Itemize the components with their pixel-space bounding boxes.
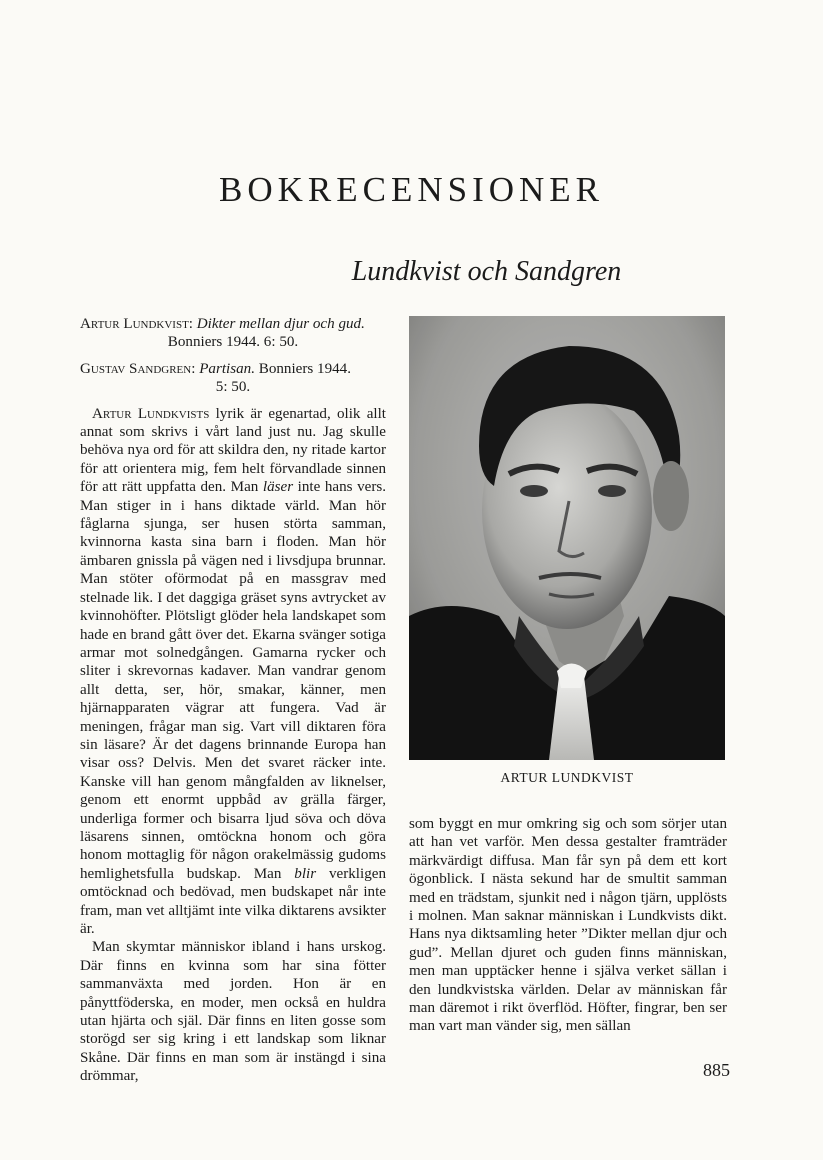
reference-publisher-price: Bonniers 1944. 6: 50.	[167, 334, 299, 351]
paragraph-text: verkligen omtöcknad och bedövad, men budskapet når inte fram, man vet alltjämt inte vilka diktarens avsikter är.	[80, 865, 386, 937]
emphasis-text: blir	[294, 865, 317, 882]
photo-caption: ARTUR LUNDKVIST	[500, 770, 634, 785]
paragraph-text: inte hans vers. Man stiger in i hans diktade värld. Man hör fåglarna sjunga, ser husen störta samman, kvinnorna kasta sina barn i floden. Man hör ämbaren gnissla på vägen ned i livsdjupa brunnar. Man stöter oförmodat på en massgrav med stelnade lik. I det daggiga gräset syns avtrycket av kvinnohöfter. Plötsligt glöder hela landskapet som hade en brand gått över det. Ekarna svänger sotiga armar mot solnedgången. Gamarna rycker och sliter i skrevornas kadaver. Man vandrar genom allt detta, ser, hör, smakar, känner, men hjärnapparaten vägrar att fungera. Vad är meningen, frågar man sig. Vart vill diktaren föra sin läsare? Är det dagens brinnande Europa han visar oss? Delvis. Men det svaret räcker inte. Kanske vill han genom mångfalden av liknelser, genom ett enormt uppbåd av grälla färger, underliga former och bisarra ljud söva och döva läsarens sinnen, omtöckna honom och göra honom mottaglig för någon orakelmässig gudoms hemlighetsfulla budskap. Man	[80, 479, 386, 882]
review-paragraph-2: Man skymtar människor ibland i hans urskog. Där finns en kvinna som har sina fötter sammanväxta med jorden. Hon är en pånyttföderska, en moder, men också en huldra utan hjärta och själ. Där finns en liten gosse som storögd ser sig kring i ett landskap som liknar Skåne. Där finns en man som är instängd i sina drömmar,	[80, 939, 386, 1085]
portrait-illustration	[409, 316, 725, 760]
page-number: 885	[703, 1060, 730, 1080]
reference-author: Gustav Sandgren:	[80, 360, 196, 377]
reference-title: Partisan.	[199, 360, 255, 377]
author-portrait-photo	[409, 316, 725, 760]
book-reference-lundkvist	[80, 315, 386, 352]
review-paragraph-continued: som byggt en mur omkring sig och som sörjer utan att han vet varför. Men dessa gestalter framträder märkvärdigt diffusa. Man får syn på dem ett kort ögonblick. I nästa sekund har de smultit samman med en trädstam, sjunkit ned i någon tjärn, upplösts i molnen. Man saknar människan i Lundkvists dikt. Hans nya diktsamling heter ”Dikter mellan djur och gud”. Mellan djuret och guden finns människan, men man upptäcker henne i själva verket sällan i den lundkvistska världen. Delar av människan får man däremot i rikt överflöd. Höfter, fingrar, ben ser man vart man vänder sig, men sällan	[409, 816, 727, 1035]
reference-rest: Bonniers 1944.	[254, 360, 351, 377]
left-column	[80, 315, 386, 1086]
emphasis-text: läser	[262, 479, 294, 496]
section-title: BOKRECENSIONER	[218, 170, 605, 209]
review-paragraph-1	[80, 405, 386, 939]
paragraph-lead: Artur Lundkvists	[92, 405, 210, 422]
reference-publisher-price: 5: 50.	[215, 379, 251, 396]
reference-title: Dikter mellan djur och gud.	[196, 316, 365, 332]
paragraph-text: lyrik är egenartad, olik allt annat som skrivs i vårt land just nu. Jag skulle behöva nya ord för att skildra den, ny ritade kartor för att orientera mig, fem helt förvandlade sinnen för att rätt uppfatta den. Man	[80, 405, 386, 496]
book-reference-sandgren	[80, 360, 386, 397]
right-column	[409, 815, 727, 1036]
reference-author: Artur Lundkvist:	[80, 316, 193, 332]
article-title: Lundkvist och Sandgren	[351, 256, 622, 287]
